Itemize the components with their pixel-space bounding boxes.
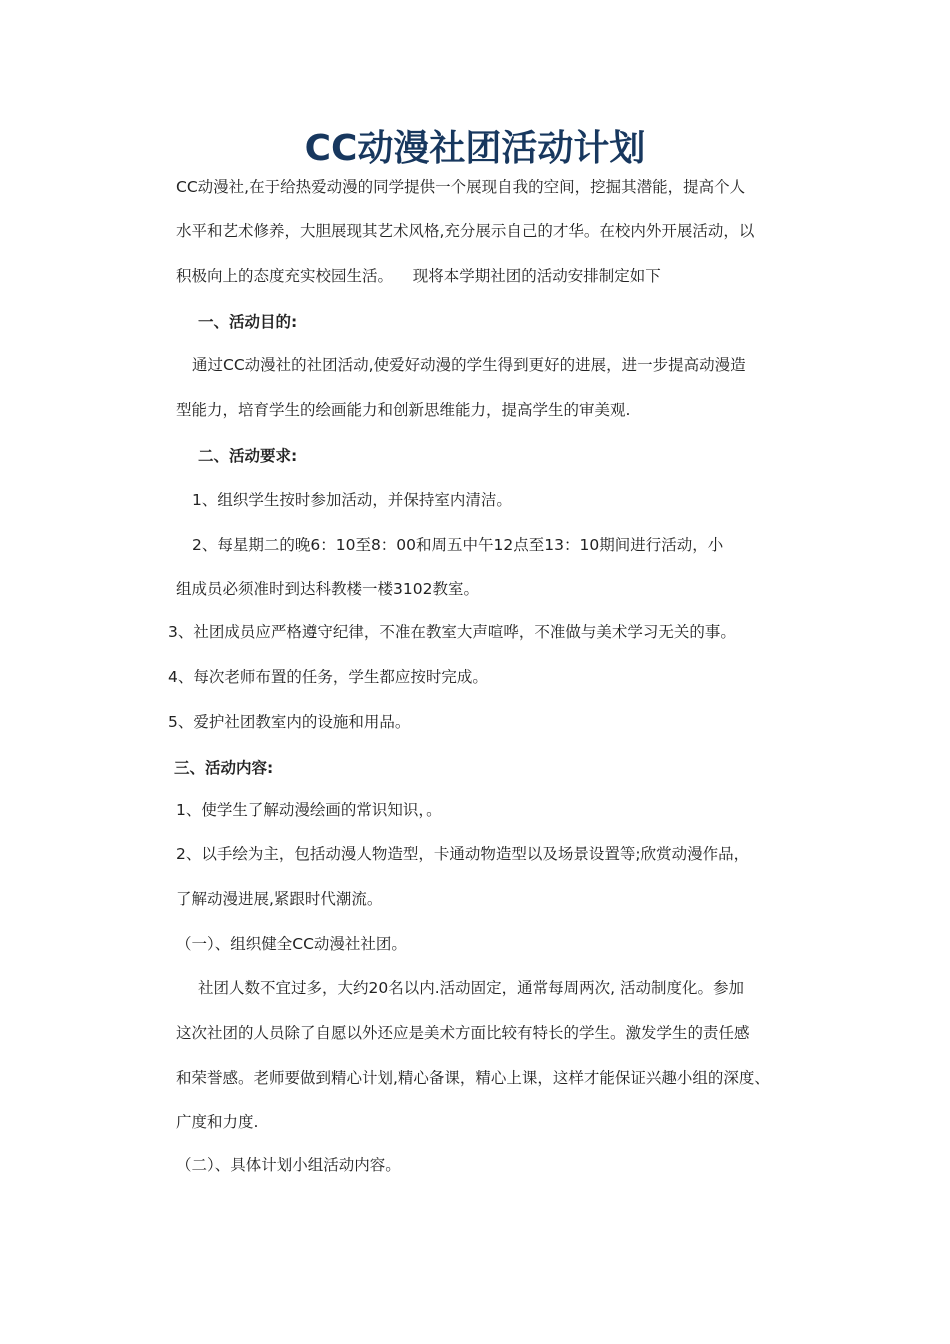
section2-item-2-line-1: 2、每星期二的晚6：10至8：00和周五中午12点至13：10期间进行活动，小 [192, 536, 724, 554]
section2-item-3: 3、社团成员应严格遵守纪律，不准在教室大声喧哗，不准做与美术学习无关的事。 [168, 623, 736, 641]
section1-line-1: 通过CC动漫社的社团活动,使爱好动漫的学生得到更好的进展，进一步提高动漫造 [192, 356, 746, 374]
intro-line-3: 积极向上的态度充实校园生活。 现将本学期社团的活动安排制定如下 [176, 267, 661, 285]
document-title: CC动漫社团活动计划 [304, 128, 646, 169]
section1-line-2: 型能力，培育学生的绘画能力和创新思维能力，提高学生的审美观. [176, 401, 631, 419]
subsection1-heading: （一）、组织健全CC动漫社社团。 [176, 935, 407, 953]
section1-heading: 一、活动目的: [198, 313, 298, 331]
subsection1-line-2: 这次社团的人员除了自愿以外还应是美术方面比较有特长的学生。激发学生的责任感 [176, 1024, 750, 1042]
subsection1-line-1: 社团人数不宜过多，大约20名以内.活动固定，通常每周两次, 活动制度化。参加 [198, 979, 745, 997]
subsection1-line-4: 广度和力度. [176, 1113, 259, 1131]
section2-heading: 二、活动要求: [198, 447, 298, 465]
subsection2-heading: （二）、具体计划小组活动内容。 [176, 1156, 401, 1174]
section2-item-4: 4、每次老师布置的任务，学生都应按时完成。 [168, 668, 488, 686]
section2-item-5: 5、爱护社团教室内的设施和用品。 [168, 713, 411, 731]
subsection1-line-3: 和荣誉感。老师要做到精心计划,精心备课，精心上课，这样才能保证兴趣小组的深度、 [176, 1069, 770, 1087]
section3-item-1: 1、使学生了解动漫绘画的常识知识，。 [176, 801, 442, 819]
intro-line-2: 水平和艺术修养，大胆展现其艺术风格,充分展示自己的才华。在校内外开展活动，以 [176, 222, 755, 240]
section3-item-2-line-1: 2、以手绘为主，包括动漫人物造型，卡通动物造型以及场景设置等;欣赏动漫作品， [176, 845, 750, 863]
section2-item-1: 1、组织学生按时参加活动，并保持室内清洁。 [192, 491, 512, 509]
section3-heading: 三、活动内容: [174, 759, 274, 777]
section3-item-2-line-2: 了解动漫进展,紧跟时代潮流。 [176, 890, 383, 908]
section2-item-2-line-2: 组成员必须准时到达科教楼一楼3102教室。 [176, 580, 479, 598]
intro-line-1: CC动漫社,在于给热爱动漫的同学提供一个展现自我的空间，挖掘其潜能，提高个人 [176, 178, 746, 196]
